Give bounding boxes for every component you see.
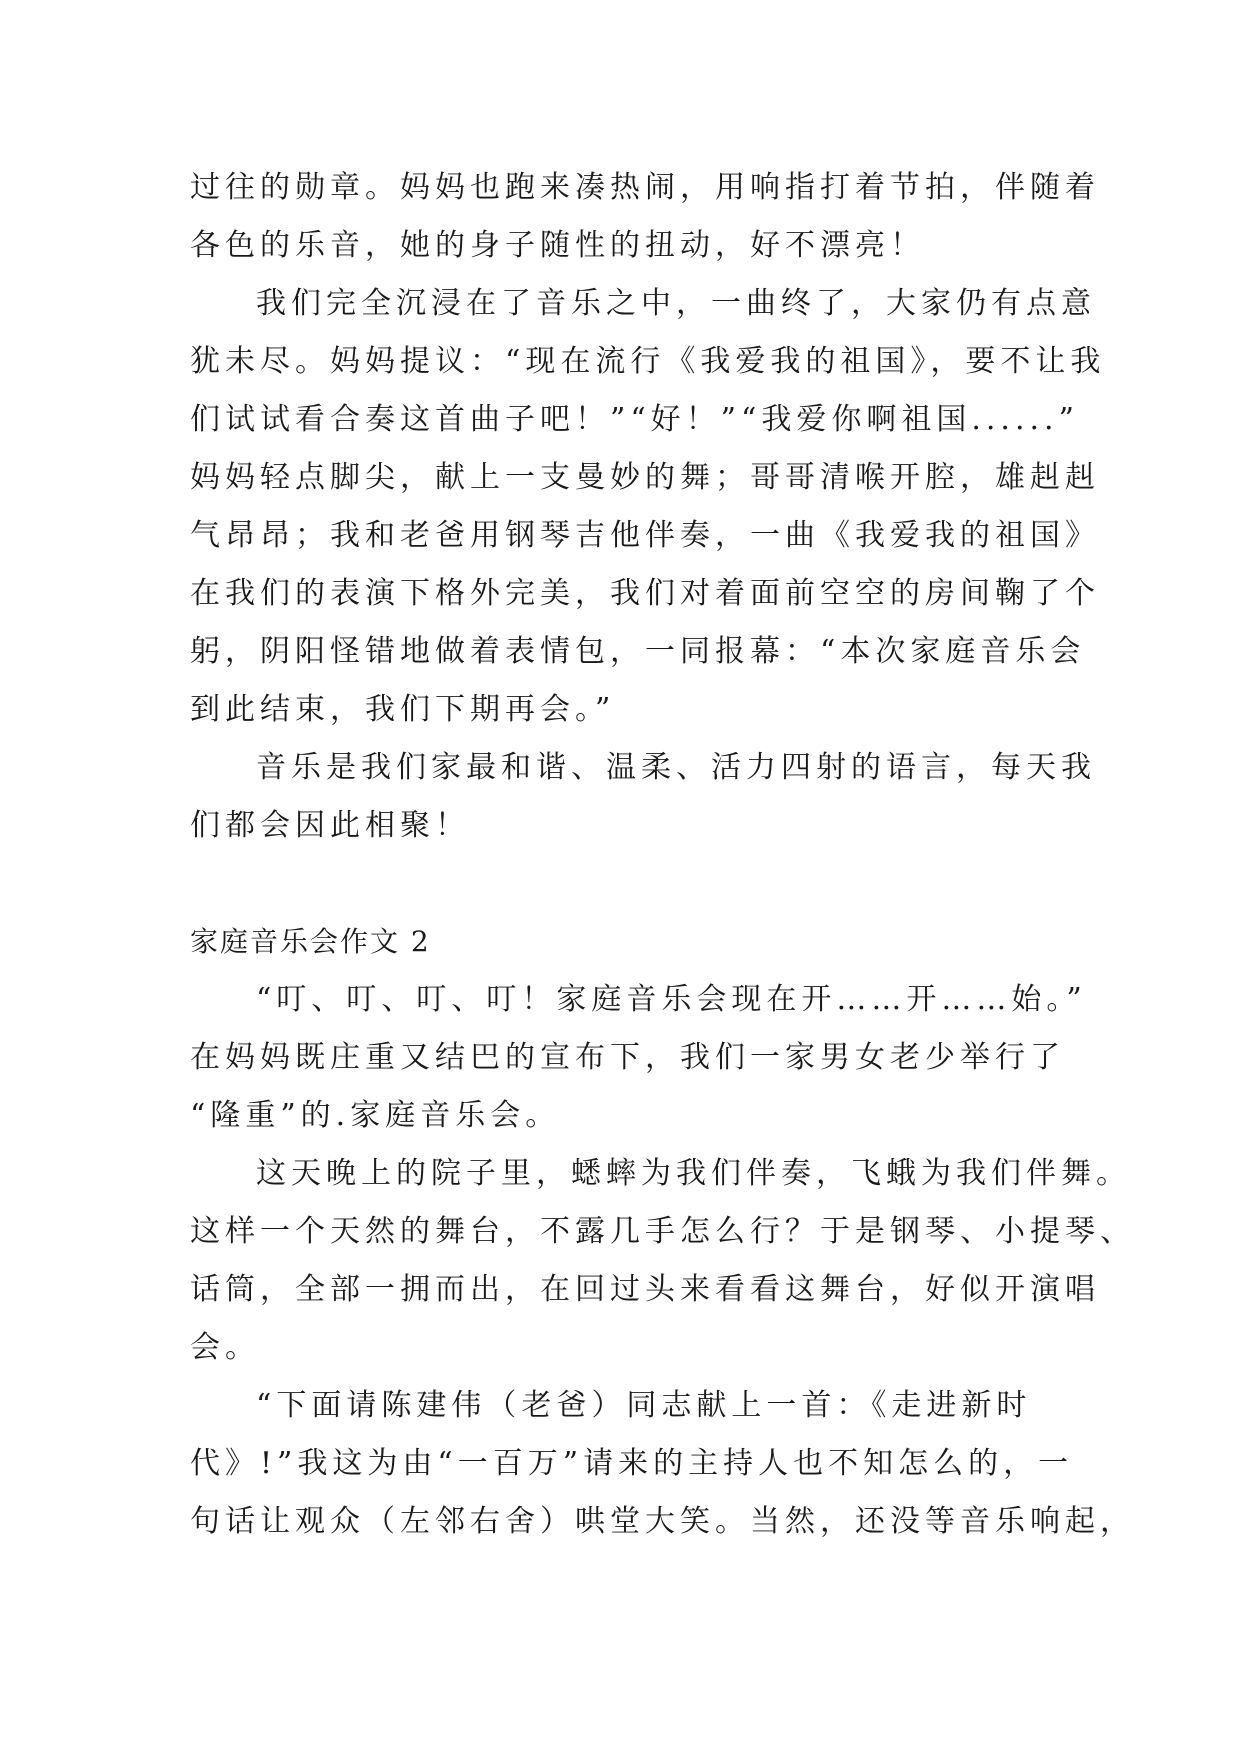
text-line: 们都会因此相聚！ — [190, 808, 470, 843]
text-line: 这天晚上的院子里，蟋蟀为我们伴奏，飞蛾为我们伴舞。 — [256, 1156, 1131, 1191]
text-line: “下面请陈建伟（老爸）同志献上一首：《走进新时 — [256, 1388, 1032, 1423]
section-title: 家庭音乐会作文 2 — [190, 925, 431, 958]
text-line: “隆重”的.家庭音乐会。 — [190, 1098, 561, 1133]
text-line: 各色的乐音，她的身子随性的扭动，好不漂亮！ — [190, 228, 925, 263]
paragraph — [190, 739, 1096, 855]
text-line: 气昂昂；我和老爸用钢琴吉他伴奏，一曲《我爱我的祖国》 — [190, 518, 1100, 553]
paragraph — [190, 971, 1087, 1145]
text-line: 这样一个天然的舞台，不露几手怎么行？于是钢琴、小提琴、 — [190, 1214, 1135, 1249]
text-line: 代》!”我这为由“一百万”请来的主持人也不知怎么的，一 — [190, 1446, 1074, 1481]
text-line: 在我们的表演下格外完美，我们对着面前空空的房间鞠了个 — [190, 576, 1100, 611]
text-line: 们试试看合奏这首曲子吧！”“好！”“我爱你啊祖国......” — [190, 402, 1079, 437]
text-line: 会。 — [190, 1330, 260, 1365]
text-line: 句话让观众（左邻右舍）哄堂大笑。当然，还没等音乐响起， — [190, 1504, 1135, 1539]
text-line: 在妈妈既庄重又结巴的宣布下，我们一家男女老少举行了 — [190, 1040, 1065, 1075]
text-line: 犹未尽。妈妈提议：“现在流行《我爱我的祖国》，要不让我 — [190, 344, 1106, 379]
text-line: “叮、叮、叮、叮！家庭音乐会现在开……开……始。” — [256, 982, 1087, 1017]
text-line: 躬，阴阳怪错地做着表情包，一同报幕：“本次家庭音乐会 — [190, 634, 1086, 669]
text-line: 过往的勋章。妈妈也跑来凑热闹，用响指打着节拍，伴随着 — [190, 170, 1100, 205]
text-line: 妈妈轻点脚尖，献上一支曼妙的舞；哥哥清喉开腔，雄赳赳 — [190, 460, 1100, 495]
text-line: 话筒，全部一拥而出，在回过头来看看这舞台，好似开演唱 — [190, 1272, 1100, 1307]
text-line: 到此结束，我们下期再会。” — [190, 692, 616, 727]
paragraph — [190, 1377, 1135, 1551]
paragraph — [190, 1145, 1135, 1377]
paragraph — [190, 159, 1100, 275]
document-body — [190, 159, 1135, 1551]
text-line: 音乐是我们家最和谐、温柔、活力四射的语言，每天我 — [256, 750, 1096, 785]
paragraph — [190, 275, 1106, 739]
text-line: 我们完全沉浸在了音乐之中，一曲终了，大家仍有点意 — [256, 286, 1096, 321]
